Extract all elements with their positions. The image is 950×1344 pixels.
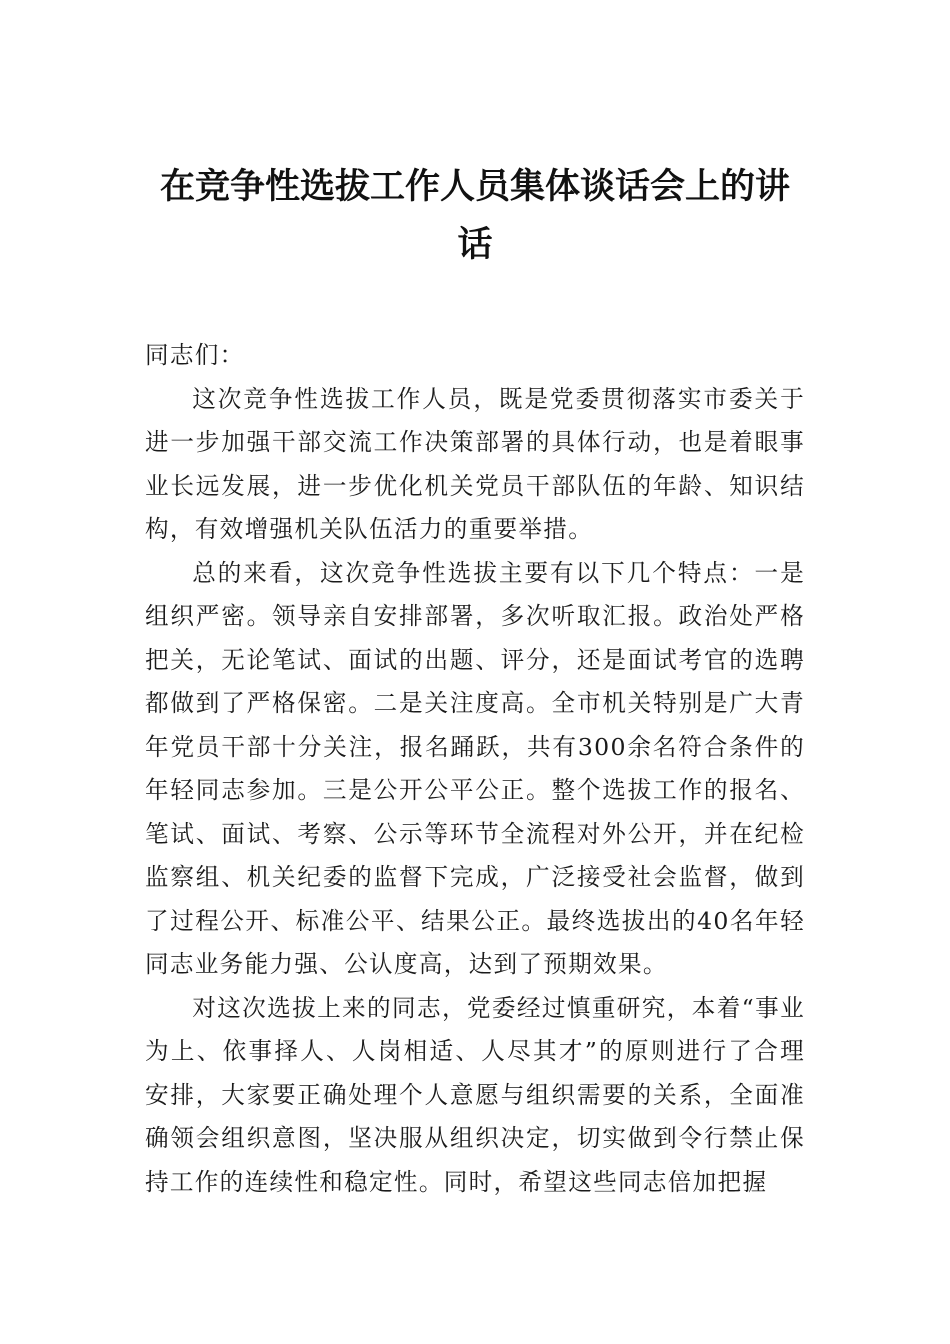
- paragraph-3: 对这次选拔上来的同志，党委经过慎重研究，本着“事业为上、依事择人、人岗相适、人尽其才”的原则进行了合理安排，大家要正确处理个人意愿与组织需要的关系，全面准确领会组织意图，坚决服从组织决定，切实做到令行禁止保持工作的连续性和稳定性。同时，希望这些同志倍加把握: [145, 993, 805, 1196]
- document-title: 在竞争性选拔工作人员集体谈话会上的讲话: [159, 166, 790, 265]
- salutation: 同志们：: [145, 341, 245, 369]
- paragraph-2: 总的来看，这次竞争性选拔主要有以下几个特点：一是组织严密。领导亲自安排部署，多次听取汇报。政治处严格把关，无论笔试、面试的出题、评分，还是面试考官的选聘都做到了严格保密。二是关注度高。全市机关特别是广大青年党员干部十分关注，报名踊跃，共有300余名符合条件的年轻同志参加。三是公开公平公正。整个选拔工作的报名、笔试、面试、考察、公示等环节全流程对外公开，并在纪检监察组、机关纪委的监督下完成，广泛接受社会监督，做到了过程公开、标准公平、结果公正。最终选拔出的40名年轻同志业务能力强、公认度高，达到了预期效果。: [145, 558, 805, 978]
- paragraph-1: 这次竞争性选拔工作人员，既是党委贯彻落实市委关于进一步加强干部交流工作决策部署的具体行动，也是着眼事业长远发展，进一步优化机关党员干部队伍的年龄、知识结构，有效增强机关队伍活力的重要举措。: [145, 384, 805, 543]
- document-body: [145, 334, 805, 1204]
